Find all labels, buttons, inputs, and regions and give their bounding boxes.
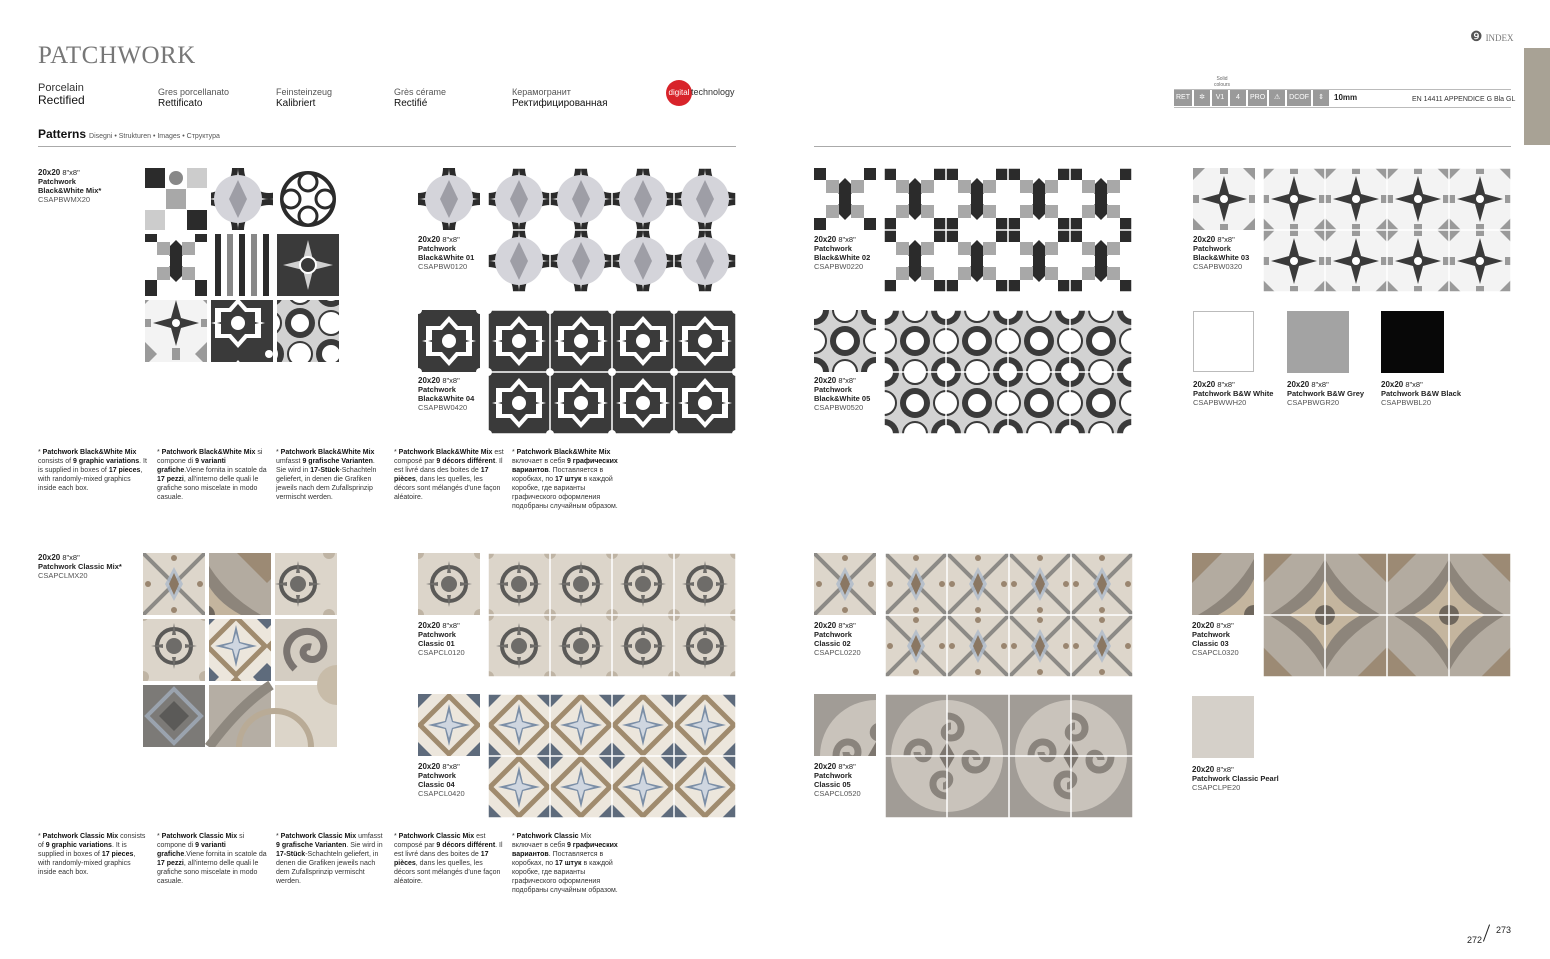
- pro-icon: PRO: [1248, 89, 1267, 106]
- note-cl-fr: * Patchwork Classic Mix est composé par 9 décors différent. Il est livré dans des boites de 17 pièces, dans les quelles, les décors sont mélangés d'une façon aléatoire.: [394, 833, 503, 885]
- caption-inch: 8"x8": [62, 553, 80, 562]
- index-label: INDEX: [1485, 33, 1514, 43]
- page-title: PATCHWORK: [38, 42, 196, 69]
- caption-name-2: Black&White 03: [1193, 253, 1250, 262]
- mix-tile-1: [145, 168, 207, 230]
- caption-code: CSAPCL0220: [814, 648, 861, 657]
- standard-label: EN 14411 APPENDICE G Bla GL: [1412, 96, 1516, 103]
- cl04-single: [418, 694, 480, 756]
- bw05-layout: [884, 310, 1132, 434]
- caption-inch: 8"x8": [1311, 380, 1329, 389]
- bw03-single: [1193, 168, 1255, 230]
- caption-clmix: [38, 553, 122, 580]
- clmix-grid: [143, 553, 337, 747]
- cl03-layout: [1263, 553, 1511, 677]
- slip-icon: ⚠: [1269, 89, 1285, 106]
- caption-inch: 8"x8": [1216, 621, 1234, 630]
- caption-bw02: [814, 235, 870, 271]
- patterns-heading: [38, 127, 220, 141]
- caption-bw05: [814, 376, 870, 412]
- caption-size: 20x20: [38, 168, 61, 177]
- note-cl-de: * Patchwork Classic Mix umfasst 9 grafische Varianten. Sie wird in 17-Stück-Schachteln geliefert, in denen die Grafiken jeweils nach dem Zufallsprinzip vermischt werden.: [276, 833, 383, 885]
- caption-inch: 8"x8": [1217, 380, 1235, 389]
- caption-black: [1381, 380, 1461, 407]
- caption-code: CSAPBW0520: [814, 403, 864, 412]
- caption-name-2: Black&White 02: [814, 253, 871, 262]
- technology-label: technology: [691, 87, 735, 97]
- caption-size: 20x20: [814, 762, 837, 771]
- caption-cl03: [1192, 621, 1239, 657]
- caption-name: Patchwork: [418, 385, 456, 394]
- caption-name-2: Black&White 01: [418, 253, 475, 262]
- lang-de: Feinsteinzeug Kalibriert: [276, 87, 333, 109]
- bw04-single: [418, 310, 480, 372]
- note-cl-ru: * Patchwork Classic Mix включает в себя 9 графических вариантов. Поставляется в коробках, по 17 штук в каждой коробке, где варианты графического оформления подобраны случайным образом.: [512, 833, 618, 894]
- caption-name: Patchwork B&W Grey: [1287, 389, 1365, 398]
- caption-code: CSAPCL0520: [814, 789, 861, 798]
- cl03-single: [1192, 553, 1254, 615]
- cl05-layout: [885, 694, 1133, 818]
- caption-inch: 8"x8": [442, 621, 460, 630]
- caption-size: 20x20: [418, 376, 441, 385]
- caption-bw03: [1193, 235, 1249, 271]
- lang-fr: Grès cérame Rectifié: [394, 87, 447, 109]
- caption-name-2: Black&White 05: [814, 394, 871, 403]
- caption-inch: 8"x8": [1217, 235, 1235, 244]
- shade-variation-icon: V1: [1212, 89, 1228, 106]
- caption-name-2: Black&White 04: [418, 394, 475, 403]
- note-bw-de: * Patchwork Black&White Mix umfasst 9 grafische Varianten. Sie wird in 17-Stück-Schachteln geliefert, in denen die Grafiken jeweils nach dem Zufallsprinzip vermischt werden.: [276, 449, 377, 501]
- caption-name: Patchwork: [1193, 244, 1231, 253]
- page-number-left: 272: [1467, 935, 1483, 945]
- pei-icon: 4: [1230, 89, 1246, 106]
- caption-size: 20x20: [38, 553, 61, 562]
- caption-bw01: [418, 235, 474, 271]
- caption-cl04: [418, 762, 465, 798]
- caption-name: Patchwork: [418, 244, 456, 253]
- caption-name: Patchwork: [814, 385, 852, 394]
- caption-white: [1193, 380, 1273, 407]
- caption-name-2: Classic 03: [1192, 639, 1229, 648]
- lang-ru: Керамогранит Ректифицированная: [512, 87, 608, 109]
- caption-size: 20x20: [1193, 235, 1216, 244]
- solid-grey-tile: [1287, 311, 1349, 373]
- bw05-single: [814, 310, 876, 372]
- caption-name: Patchwork: [38, 177, 76, 186]
- cl05-single: [814, 694, 876, 756]
- solid-black-tile: [1381, 311, 1444, 373]
- note-bw-fr: * Patchwork Black&White Mix est composé par 9 décors différent. Il est livré dans des boites de 17 pièces, dans les quelles, les décors sont mélangés d'une façon aléatoire.: [394, 449, 504, 501]
- bw01-layout: [488, 168, 736, 292]
- bw04-layout: [488, 310, 736, 434]
- rectified-icon: RET: [1174, 89, 1192, 106]
- bw02-single: [814, 168, 876, 230]
- bwmix-grid: [145, 168, 339, 362]
- caption-name: Patchwork B&W Black: [1381, 389, 1462, 398]
- caption-code: CSAPBW0420: [418, 403, 468, 412]
- caption-grey: [1287, 380, 1364, 407]
- icons-rule-top: [1174, 89, 1511, 90]
- caption-code: CSAPBWWH20: [1193, 398, 1247, 407]
- cl04-layout: [488, 694, 736, 818]
- caption-name: Patchwork Classic Mix*: [38, 562, 122, 571]
- technical-icons: [1174, 88, 1357, 107]
- caption-code: CSAPCL0320: [1192, 648, 1239, 657]
- caption-name-2: Classic 05: [814, 780, 851, 789]
- caption-code: CSAPBW0220: [814, 262, 864, 271]
- caption-code: CSAPBW0120: [418, 262, 468, 271]
- digital-technology-logo: [666, 80, 756, 106]
- divider-right: [814, 146, 1511, 147]
- cl02-single: [814, 553, 876, 615]
- caption-code: CSAPBWGR20: [1287, 398, 1340, 407]
- bw01-single: [418, 168, 480, 230]
- cl02-layout: [885, 553, 1133, 677]
- caption-code: CSAPBW0320: [1193, 262, 1243, 271]
- index-mark-icon: ❾: [1470, 30, 1483, 45]
- caption-code: CSAPBWMX20: [38, 195, 91, 204]
- pearl-tile: [1192, 696, 1254, 758]
- solid-white-tile: [1193, 311, 1254, 372]
- caption-code: CSAPBWBL20: [1381, 398, 1432, 407]
- page-number-right: 273: [1496, 925, 1512, 935]
- caption-size: 20x20: [814, 621, 837, 630]
- caption-inch: 8"x8": [1216, 765, 1234, 774]
- page-separator: [1483, 924, 1490, 941]
- caption-size: 20x20: [418, 621, 441, 630]
- lang-en: Porcelain Rectified: [38, 82, 85, 107]
- thickness-label: 10mm: [1334, 93, 1358, 102]
- caption-size: 20x20: [418, 762, 441, 771]
- caption-inch: 8"x8": [838, 762, 856, 771]
- caption-name: Patchwork Classic Pearl: [1192, 774, 1279, 783]
- note-cl-en: * Patchwork Classic Mix consists of 9 graphic variations. It is supplied in boxes of 17 pieces, with randomly-mixed graphics inside each box.: [38, 833, 146, 876]
- solid-colours-label: Solid colours: [1213, 76, 1231, 88]
- bw02-layout: [884, 168, 1132, 292]
- caption-cl01: [418, 621, 465, 657]
- caption-size: 20x20: [1192, 621, 1215, 630]
- caption-inch: 8"x8": [442, 235, 460, 244]
- caption-name: Patchwork: [418, 771, 456, 780]
- patterns-label: Patterns: [38, 127, 87, 141]
- caption-size: 20x20: [814, 376, 837, 385]
- caption-size: 20x20: [418, 235, 441, 244]
- caption-size: 20x20: [1287, 380, 1310, 389]
- caption-bwmix: [38, 168, 101, 204]
- caption-size: 20x20: [1193, 380, 1216, 389]
- caption-inch: 8"x8": [838, 376, 856, 385]
- caption-code: CSAPCL0420: [418, 789, 465, 798]
- caption-cl05: [814, 762, 861, 798]
- caption-inch: 8"x8": [442, 376, 460, 385]
- caption-name: Patchwork B&W White: [1193, 389, 1274, 398]
- caption-inch: 8"x8": [838, 621, 856, 630]
- note-bw-it: * Patchwork Black&White Mix si compone di 9 varianti grafiche.Viene fornita in scatole da 17 pezzi, all'interno delle quali le grafiche sono miscelate in modo casuale.: [157, 449, 267, 501]
- note-cl-it: * Patchwork Classic Mix si compone di 9 varianti grafiche.Viene fornita in scatole da 17 pezzi, all'interno delle quali le grafiche sono miscelate in modo casuale.: [157, 833, 267, 885]
- cl01-single: [418, 553, 480, 615]
- caption-inch: 8"x8": [442, 762, 460, 771]
- caption-pearl: [1192, 765, 1279, 792]
- caption-name: Patchwork: [1192, 630, 1230, 639]
- caption-name: Patchwork: [814, 771, 852, 780]
- dcof-icon: DCOF: [1287, 89, 1311, 106]
- lang-it: Gres porcellanato Rettificato: [158, 87, 230, 109]
- frost-icon: ✲: [1194, 89, 1210, 106]
- digital-logo-circle: digital: [666, 80, 692, 106]
- caption-name-2: Classic 04: [418, 780, 455, 789]
- caption-size: 20x20: [1192, 765, 1215, 774]
- divider-left: [38, 146, 736, 147]
- caption-inch: 8"x8": [838, 235, 856, 244]
- caption-name: Patchwork: [418, 630, 456, 639]
- caption-name: Patchwork: [814, 244, 852, 253]
- caption-name-2: Classic 02: [814, 639, 851, 648]
- thickness-icon: ⇕: [1313, 89, 1329, 106]
- caption-name-2: Classic 01: [418, 639, 455, 648]
- caption-name: Patchwork: [814, 630, 852, 639]
- caption-code: CSAPCLPE20: [1192, 783, 1241, 792]
- side-tab: [1524, 48, 1550, 145]
- cl01-layout: [488, 553, 736, 677]
- index-link[interactable]: [1470, 29, 1514, 46]
- caption-code: CSAPCL0120: [418, 648, 465, 657]
- patterns-subtitle: Disegni • Strukturen • Images • Структура: [89, 133, 220, 140]
- caption-cl02: [814, 621, 861, 657]
- note-bw-ru: * Patchwork Black&White Mix включает в себя 9 графических вариантов. Поставляется в коробках, по 17 штук в каждой коробке, где варианты графического оформления подобраны случайным образом.: [512, 449, 618, 510]
- caption-size: 20x20: [1381, 380, 1404, 389]
- caption-size: 20x20: [814, 235, 837, 244]
- caption-inch: 8"x8": [1405, 380, 1423, 389]
- note-bw-en: * Patchwork Black&White Mix consists of 9 graphic variations. It is supplied in boxes of 17 pieces, with randomly-mixed graphics inside each box.: [38, 449, 147, 492]
- caption-name-2: Black&White Mix*: [38, 186, 102, 195]
- caption-inch: 8"x8": [62, 168, 80, 177]
- caption-bw04: [418, 376, 474, 412]
- icons-rule-bottom: [1174, 107, 1511, 108]
- bw03-layout: [1263, 168, 1511, 292]
- caption-code: CSAPCLMX20: [38, 571, 88, 580]
